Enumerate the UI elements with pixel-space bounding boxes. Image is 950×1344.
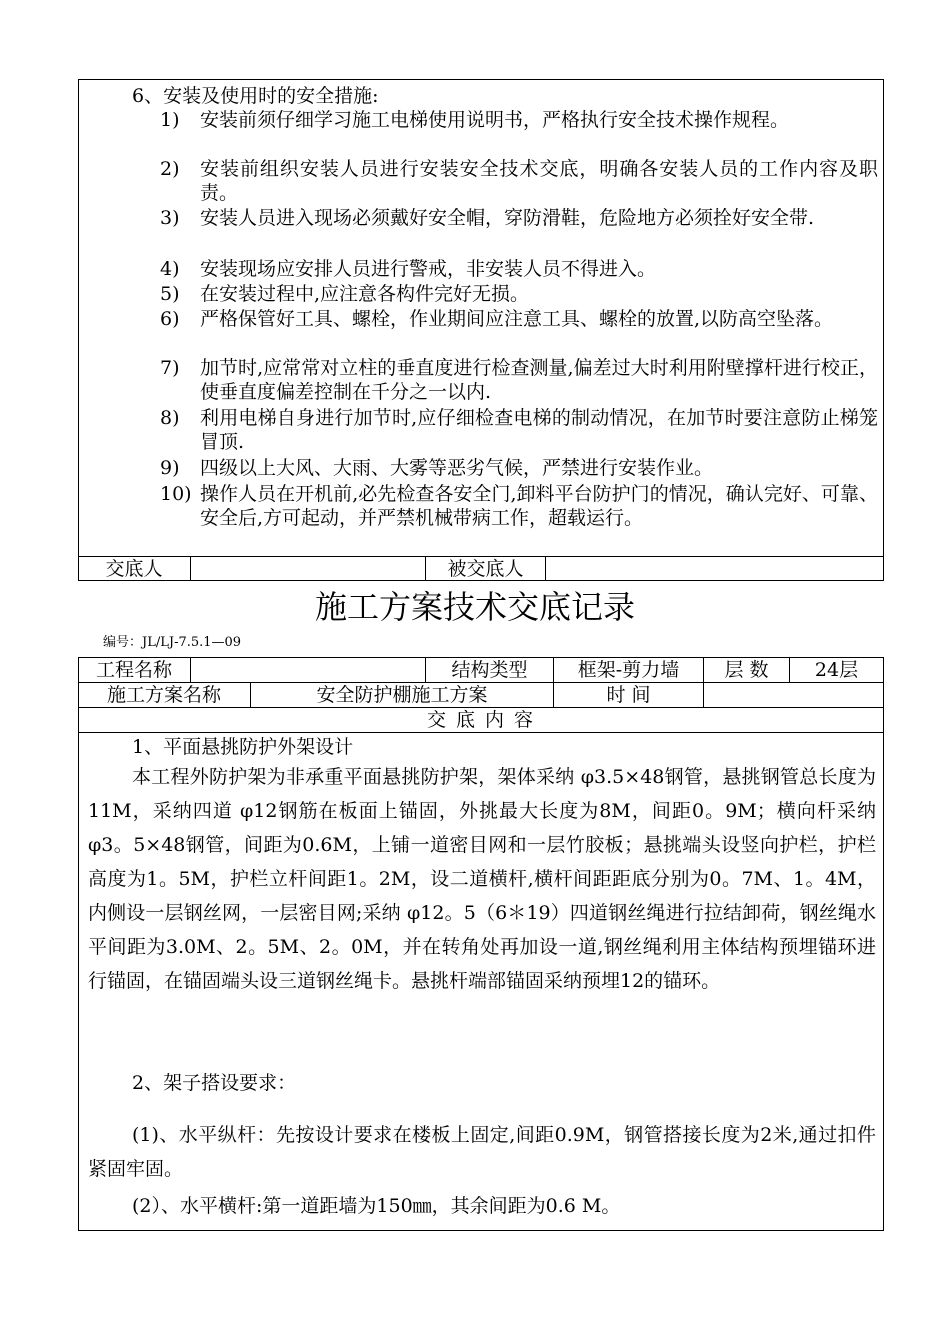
list-item <box>160 157 878 205</box>
item-number: 6) <box>160 308 180 330</box>
table-bottom-border <box>78 1230 884 1231</box>
plan-name-label: 施工方案名称 <box>106 684 221 706</box>
floors-value: 24层 <box>814 659 859 681</box>
list-item <box>160 482 878 530</box>
item-number: 3) <box>160 207 180 229</box>
item-number: 5) <box>160 283 180 305</box>
plan-name-value: 安全防护棚施工方案 <box>316 684 488 706</box>
table-row1-border <box>78 682 884 683</box>
sec1-heading: 1、平面悬挑防护外架设计 <box>132 736 354 758</box>
time-label: 时 间 <box>606 684 651 706</box>
signature-divider-3 <box>545 556 546 581</box>
list-item <box>160 356 878 404</box>
table-top-border <box>78 657 884 658</box>
signature-divider-1 <box>190 556 191 581</box>
row1-divider-1 <box>190 657 191 682</box>
content-header: 交 底 内 容 <box>426 709 536 731</box>
item-number: 9) <box>160 457 180 479</box>
item-text: 加节时,应常常对立柱的垂直度进行检查测量,偏差过大时利用附壁撑杆进行校正，使垂直度偏差控制在千分之一以内. <box>200 357 878 403</box>
section6-heading: 6、安装及使用时的安全措施: <box>132 85 379 107</box>
table-row2-border <box>78 707 884 708</box>
table-left-border <box>78 657 79 1231</box>
list-item <box>160 406 878 454</box>
floors-label: 层 数 <box>724 659 769 681</box>
item-number: 4) <box>160 258 180 280</box>
upper-box-top-border <box>78 79 884 80</box>
item-number: 8) <box>160 407 180 429</box>
sec2-item2: (2）、水平横杆:第一道距墙为150㎜，其余间距为0.6 M。 <box>132 1195 621 1217</box>
item-number: 7) <box>160 357 180 379</box>
structure-type-label: 结构类型 <box>451 659 528 681</box>
item-number: 10) <box>160 483 192 505</box>
table-row3-border <box>78 732 884 733</box>
list-item <box>160 282 878 306</box>
item-text: 操作人员在开机前,必先检查各安全门,卸料平台防护门的情况，确认完好、可靠、安全后,方可起动，并严禁机械带病工作，超载运行。 <box>200 483 878 529</box>
item-text: 安装人员进入现场必须戴好安全帽，穿防滑鞋，危险地方必须拴好安全带. <box>200 207 815 229</box>
recipient-label: 被交底人 <box>447 558 524 580</box>
table-right-border <box>883 657 884 1231</box>
upper-box-left-border <box>78 79 79 581</box>
item-number: 2) <box>160 158 180 180</box>
item-text: 安装现场应安排人员进行警戒，非安装人员不得进入。 <box>200 258 657 280</box>
item-text: 安装前组织安装人员进行安装安全技术交底，明确各安装人员的工作内容及职责。 <box>200 158 878 204</box>
record-title: 施工方案技术交底记录 <box>314 588 635 626</box>
sec2-item1: (1)、水平纵杆：先按设计要求在楼板上固定,间距0.9M，钢管搭接长度为2米,通过扣件紧固牢固。 <box>88 1124 876 1180</box>
project-name-label: 工程名称 <box>95 659 172 681</box>
item-text: 四级以上大风、大雨、大雾等恶劣气候，严禁进行安装作业。 <box>200 457 714 479</box>
signature-row-top-border <box>78 556 884 557</box>
structure-type-value: 框架-剪力墙 <box>577 659 680 681</box>
item-text: 利用电梯自身进行加节时,应仔细检查电梯的制动情况，在加节时要注意防止梯笼冒顶. <box>200 407 878 453</box>
item-text: 安装前须仔细学习施工电梯使用说明书，严格执行安全技术操作规程。 <box>200 109 790 131</box>
list-item <box>160 257 878 281</box>
list-item <box>160 206 878 230</box>
item-text: 严格保管好工具、螺栓，作业期间应注意工具、螺栓的放置,以防高空坠落。 <box>200 308 834 330</box>
sec2-heading: 2、架子搭设要求： <box>132 1072 297 1094</box>
record-code: 编号：JL/LJ-7.5.1—09 <box>103 635 242 650</box>
discloser-label: 交底人 <box>105 558 163 580</box>
item-number: 1) <box>160 109 180 131</box>
item-text: 在安装过程中,应注意各构件完好无损。 <box>200 283 530 305</box>
sec1-body: 本工程外防护架为非承重平面悬挑防护架，架体采纳 φ3.5×48钢管，悬挑钢管总长度为11M，采纳四道 φ12钢筋在板面上锚固，外挑最大长度为8M，间距0。9M；横向杆采纳 φ3。5×48钢管，间距为0.6M，上铺一道密目网和一层竹胶板；悬挑端头设竖向护栏，护栏高度为1。5M，护栏立杆间距1。2M，设二道横杆,横杆间距距底分别为0。7M、1。4M，内侧设一层钢丝网，一层密目网;采纳 φ12。5（6＊19）四道钢丝绳进行拉结卸荷，钢丝绳水平间距为3.0M、2。5M、2。0M，并在转角处再加设一道,钢丝绳利用主体结构预埋锚环进行锚固，在锚固端头设三道钢丝绳卡。悬挑杆端部锚固采纳预埋12的锚环。 <box>88 766 876 992</box>
list-item <box>160 108 878 132</box>
list-item <box>160 456 878 480</box>
signature-row-bottom-border <box>78 580 884 581</box>
list-item <box>160 307 878 331</box>
upper-box-right-border <box>883 79 884 581</box>
